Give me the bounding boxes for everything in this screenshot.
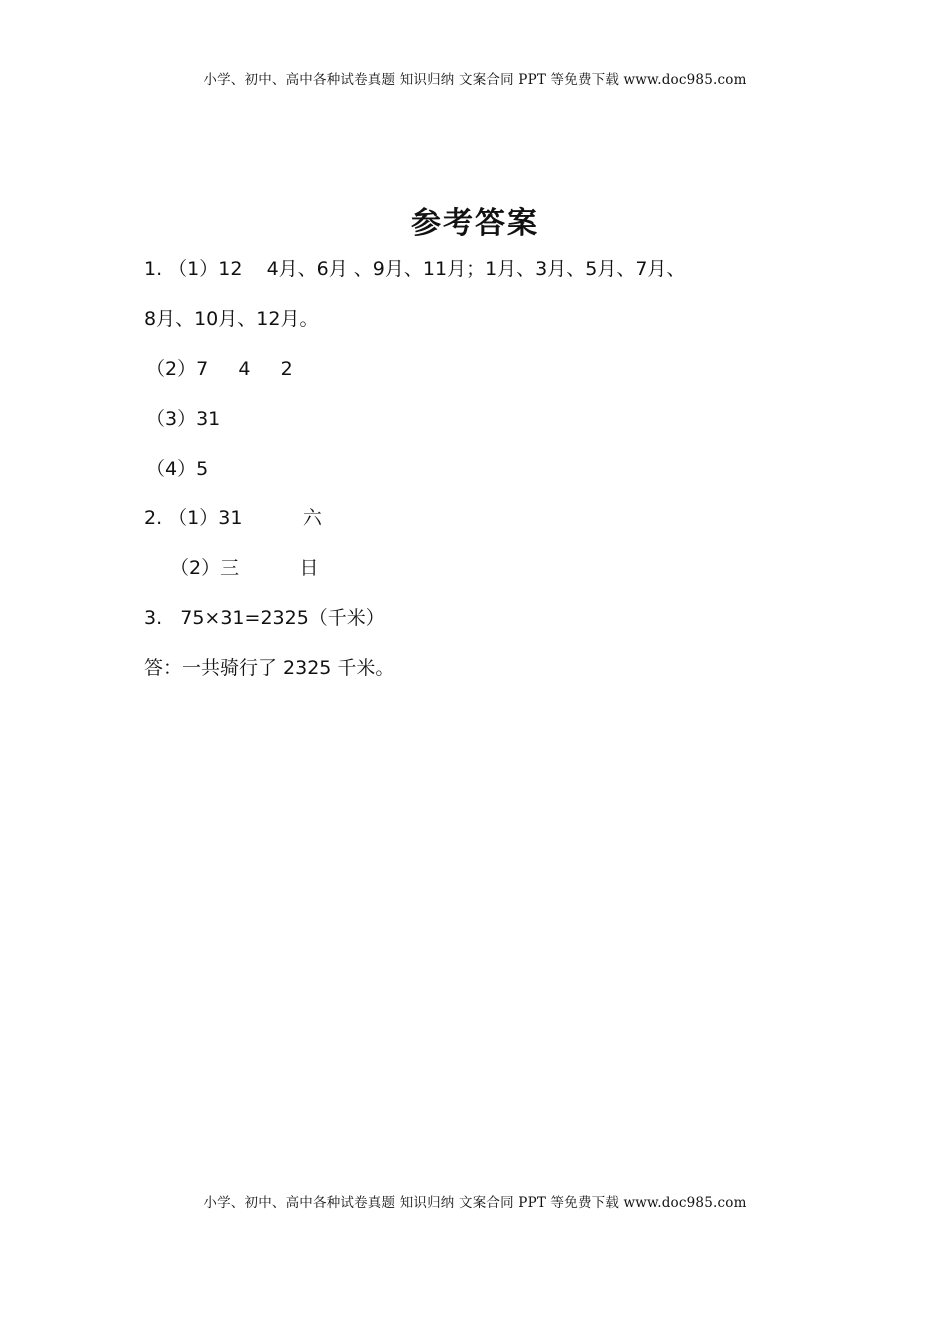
- answer-3-statement: 答：一共骑行了 2325 千米。: [144, 657, 395, 679]
- page-footer: 小学、初中、高中各种试卷真题 知识归纳 文案合同 PPT 等免费下载 www.doc985.com: [203, 1195, 747, 1211]
- answer-3-calculation: 3. 75×31=2325（千米）: [144, 607, 385, 629]
- answer-1-part-2: （2）7 4 2: [146, 358, 293, 380]
- answer-2-part-2: （2）三 日: [170, 557, 319, 579]
- answer-1-part-3: （3）31: [146, 408, 221, 430]
- page-header: 小学、初中、高中各种试卷真题 知识归纳 文案合同 PPT 等免费下载 www.doc985.com: [203, 72, 747, 88]
- answer-1-part-1-continued: 8月、10月、12月。: [144, 308, 319, 330]
- answer-1-part-1: 1. （1）12 4月、6月 、9月、11月；1月、3月、5月、7月、: [144, 258, 686, 280]
- page-title: 参考答案: [411, 206, 539, 241]
- answer-2-part-1: 2. （1）31 六: [144, 507, 322, 529]
- answer-1-part-4: （4）5: [146, 458, 209, 480]
